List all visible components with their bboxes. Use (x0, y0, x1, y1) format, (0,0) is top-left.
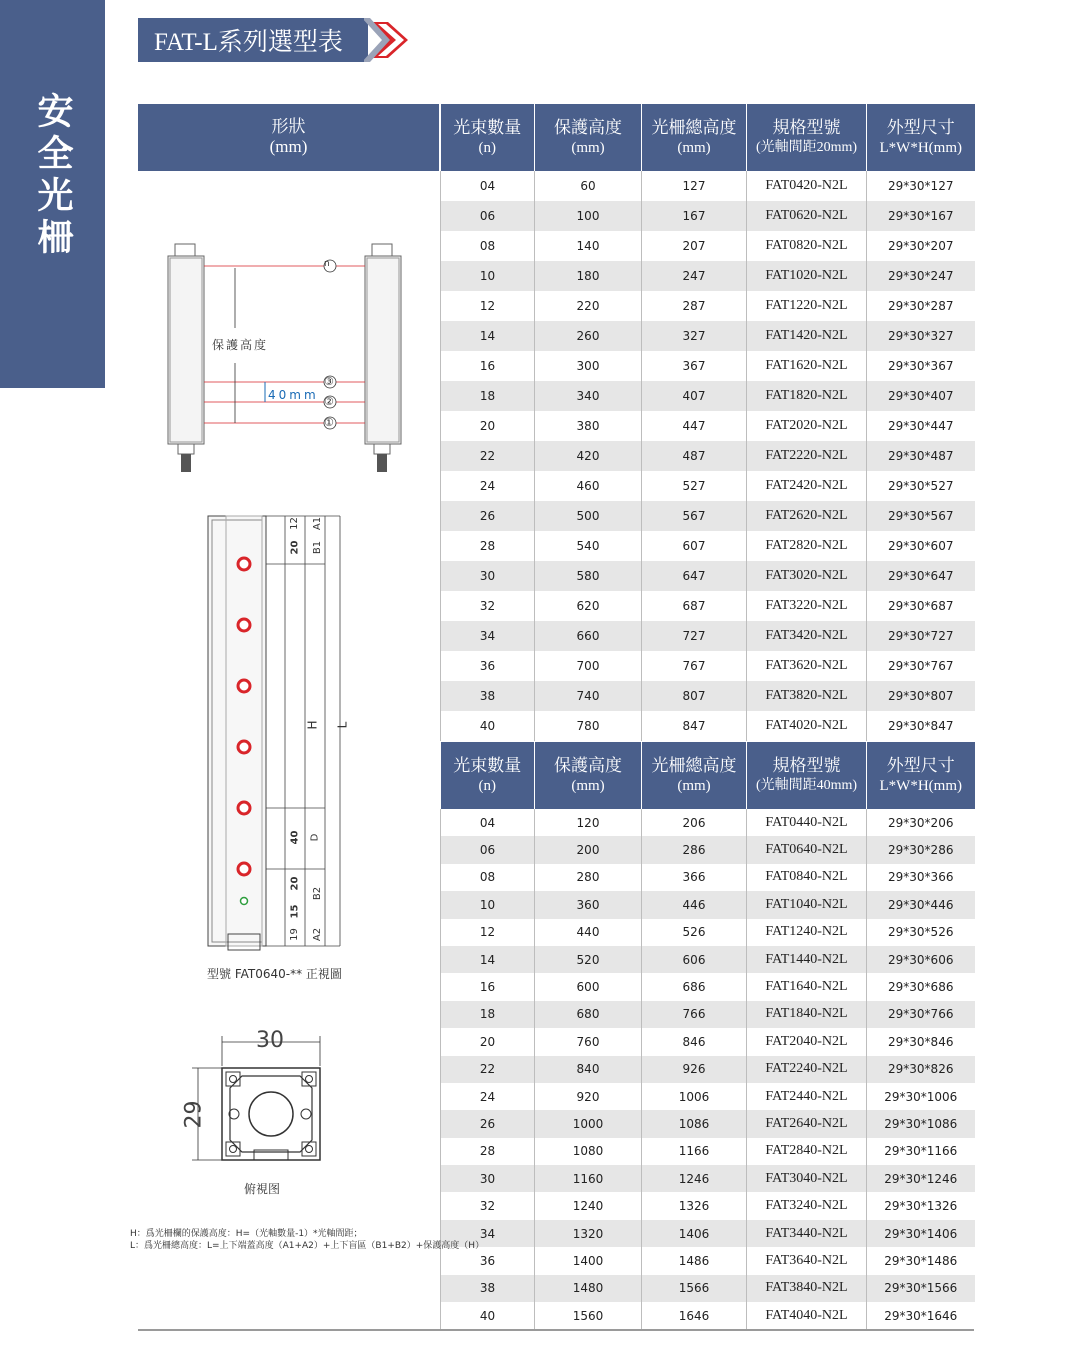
column-header-label: 保護高度 (554, 117, 622, 137)
cell-protect-height: 660 (535, 621, 642, 651)
cell-dimensions: 29*30*207 (867, 231, 975, 261)
cell-protect-height: 1160 (535, 1165, 642, 1192)
cell-model: FAT2840-N2L (747, 1138, 867, 1165)
table-row (441, 919, 975, 946)
cell-total-height: 286 (642, 836, 747, 863)
table-row (441, 1220, 975, 1247)
beam-1-label: ① (324, 416, 334, 429)
cell-dimensions: 29*30*206 (867, 809, 975, 836)
cell-total-height: 847 (642, 711, 747, 741)
table-row (441, 411, 975, 441)
cell-protect-height: 540 (535, 531, 642, 561)
cell-beams: 18 (441, 381, 535, 411)
table-row (441, 531, 975, 561)
cell-total-height: 766 (642, 1001, 747, 1028)
cell-dimensions: 29*30*766 (867, 1001, 975, 1028)
column-header-unit: L*W*H(mm) (879, 777, 962, 794)
column-header-unit: (mm) (677, 777, 711, 794)
shape-header-unit: (mm) (269, 137, 308, 156)
front-view-caption: 型號 FAT0640-** 正視圖 (207, 967, 342, 981)
cell-dimensions: 29*30*1006 (867, 1083, 975, 1110)
cell-beams: 24 (441, 1083, 535, 1110)
cell-protect-height: 740 (535, 681, 642, 711)
dim-A1: A1 (312, 516, 324, 531)
column-header-label: 外型尺寸 (886, 755, 955, 775)
cell-protect-height: 680 (535, 1001, 642, 1028)
cell-model: FAT3620-N2L (747, 651, 867, 681)
table-row (441, 681, 975, 711)
cell-total-height: 567 (642, 501, 747, 531)
dim-L: L (335, 721, 350, 729)
cell-model: FAT1240-N2L (747, 919, 867, 946)
cell-protect-height: 600 (535, 973, 642, 1000)
cell-model: FAT2220-N2L (747, 441, 867, 471)
cell-dimensions: 29*30*526 (867, 919, 975, 946)
table-row (441, 1001, 975, 1028)
cell-protect-height: 620 (535, 591, 642, 621)
cell-total-height: 247 (642, 261, 747, 291)
column-header (441, 742, 535, 809)
cell-total-height: 167 (642, 201, 747, 231)
table-bottom-rule (138, 1329, 974, 1331)
cell-beams: 38 (441, 1275, 535, 1302)
table-row (441, 621, 975, 651)
cell-dimensions: 29*30*487 (867, 441, 975, 471)
cell-dimensions: 29*30*287 (867, 291, 975, 321)
table-row (441, 809, 975, 836)
cell-protect-height: 360 (535, 891, 642, 918)
cell-model: FAT3240-N2L (747, 1192, 867, 1219)
cell-total-height: 447 (642, 411, 747, 441)
cell-model: FAT1820-N2L (747, 381, 867, 411)
cell-total-height: 767 (642, 651, 747, 681)
table-row (441, 864, 975, 891)
cell-protect-height: 140 (535, 231, 642, 261)
cell-beams: 32 (441, 1192, 535, 1219)
pitch-label: 40mm (268, 388, 319, 402)
table-row (441, 561, 975, 591)
cell-beams: 22 (441, 441, 535, 471)
cell-protect-height: 520 (535, 946, 642, 973)
cell-total-height: 1406 (642, 1220, 747, 1247)
cell-beams: 38 (441, 681, 535, 711)
cell-total-height: 846 (642, 1028, 747, 1055)
cell-dimensions: 29*30*727 (867, 621, 975, 651)
cell-model: FAT3020-N2L (747, 561, 867, 591)
cell-model: FAT2440-N2L (747, 1083, 867, 1110)
side-category-label: 安全光柵 (32, 92, 73, 260)
cell-beams: 08 (441, 864, 535, 891)
column-header-label: 光柵總高度 (651, 755, 737, 775)
cell-protect-height: 1240 (535, 1192, 642, 1219)
table-row (441, 291, 975, 321)
cell-dimensions: 29*30*527 (867, 471, 975, 501)
chevron-right-icon (364, 18, 414, 62)
cell-beams: 22 (441, 1056, 535, 1083)
top-view-diagram (178, 1028, 328, 1168)
beam-3-label: ③ (324, 375, 334, 388)
cell-beams: 14 (441, 946, 535, 973)
page-title: FAT-L系列選型表 (138, 18, 368, 62)
cell-model: FAT2820-N2L (747, 531, 867, 561)
cell-protect-height: 380 (535, 411, 642, 441)
cell-model: FAT4040-N2L (747, 1302, 867, 1329)
cell-dimensions: 29*30*567 (867, 501, 975, 531)
cell-beams: 16 (441, 351, 535, 381)
cell-total-height: 487 (642, 441, 747, 471)
cell-dimensions: 29*30*127 (867, 171, 975, 201)
cell-protect-height: 460 (535, 471, 642, 501)
column-header-unit: (mm) (571, 777, 605, 794)
cell-dimensions: 29*30*286 (867, 836, 975, 863)
cell-dimensions: 29*30*327 (867, 321, 975, 351)
cell-model: FAT1620-N2L (747, 351, 867, 381)
table-row (441, 836, 975, 863)
column-header (642, 104, 747, 171)
cell-dimensions: 29*30*1646 (867, 1302, 975, 1329)
column-header-unit: (mm) (677, 139, 711, 156)
top-view-width: 30 (256, 1028, 284, 1053)
cell-beams: 04 (441, 171, 535, 201)
cell-total-height: 686 (642, 973, 747, 1000)
cell-total-height: 526 (642, 919, 747, 946)
column-header-label: 光束數量 (453, 117, 522, 137)
note-l-formula: L：爲光柵總高度：L=上下端蓋高度（A1+A2）+上下盲區（B1+B2）+保護高度（H） (130, 1241, 485, 1251)
selection-table-20mm (440, 104, 975, 741)
cell-total-height: 446 (642, 891, 747, 918)
cell-protect-height: 1400 (535, 1247, 642, 1274)
light-curtain-pair-diagram (150, 238, 410, 478)
cell-model: FAT1640-N2L (747, 973, 867, 1000)
cell-dimensions: 29*30*767 (867, 651, 975, 681)
table-row (441, 351, 975, 381)
cell-protect-height: 580 (535, 561, 642, 591)
cell-total-height: 807 (642, 681, 747, 711)
note-h-formula: H：爲光柵欄的保護高度：H=（光軸數量-1）*光軸間距； (130, 1229, 363, 1239)
cell-beams: 30 (441, 1165, 535, 1192)
cell-protect-height: 840 (535, 1056, 642, 1083)
cell-protect-height: 1560 (535, 1302, 642, 1329)
cell-beams: 10 (441, 261, 535, 291)
cell-beams: 20 (441, 411, 535, 441)
cell-beams: 28 (441, 531, 535, 561)
column-header (867, 742, 975, 809)
cell-total-height: 127 (642, 171, 747, 201)
cell-total-height: 207 (642, 231, 747, 261)
cell-beams: 10 (441, 891, 535, 918)
table-row (441, 591, 975, 621)
cell-total-height: 287 (642, 291, 747, 321)
cell-model: FAT2020-N2L (747, 411, 867, 441)
cell-dimensions: 29*30*647 (867, 561, 975, 591)
cell-total-height: 926 (642, 1056, 747, 1083)
cell-dimensions: 29*30*847 (867, 711, 975, 741)
table-row (441, 1192, 975, 1219)
cell-model: FAT3640-N2L (747, 1247, 867, 1274)
cell-model: FAT3420-N2L (747, 621, 867, 651)
column-header (747, 742, 867, 809)
cell-beams: 14 (441, 321, 535, 351)
cell-model: FAT3440-N2L (747, 1220, 867, 1247)
cell-model: FAT0840-N2L (747, 864, 867, 891)
cell-model: FAT2420-N2L (747, 471, 867, 501)
selection-table-40mm (440, 742, 975, 1329)
column-header-unit: (n) (478, 777, 496, 794)
cell-protect-height: 1080 (535, 1138, 642, 1165)
cell-dimensions: 29*30*686 (867, 973, 975, 1000)
table-row (441, 231, 975, 261)
cell-model: FAT4020-N2L (747, 711, 867, 741)
cell-total-height: 1006 (642, 1083, 747, 1110)
cell-model: FAT0440-N2L (747, 809, 867, 836)
cell-beams: 12 (441, 291, 535, 321)
cell-protect-height: 60 (535, 171, 642, 201)
cell-protect-height: 260 (535, 321, 642, 351)
dim-12: 12 (288, 517, 300, 530)
cell-model: FAT3820-N2L (747, 681, 867, 711)
dim-A2: A2 (312, 927, 324, 942)
shape-header-label: 形狀 (271, 117, 306, 136)
table-row (441, 651, 975, 681)
cell-model: FAT0640-N2L (747, 836, 867, 863)
cell-beams: 28 (441, 1138, 535, 1165)
column-header-unit: L*W*H(mm) (879, 139, 962, 156)
table-row (441, 201, 975, 231)
cell-dimensions: 29*30*607 (867, 531, 975, 561)
cell-beams: 08 (441, 231, 535, 261)
cell-beams: 24 (441, 471, 535, 501)
cell-dimensions: 29*30*447 (867, 411, 975, 441)
column-header-label: 光束數量 (453, 755, 522, 775)
cell-beams: 32 (441, 591, 535, 621)
column-header (867, 104, 975, 171)
column-header-label: 保護高度 (554, 755, 622, 775)
cell-dimensions: 29*30*407 (867, 381, 975, 411)
column-header-label: 光柵總高度 (651, 117, 737, 137)
table-row (441, 711, 975, 741)
cell-protect-height: 280 (535, 864, 642, 891)
cell-model: FAT3220-N2L (747, 591, 867, 621)
cell-model: FAT3840-N2L (747, 1275, 867, 1302)
beam-n-label: n (324, 259, 330, 269)
beam-2-label: ② (324, 395, 334, 408)
table-row (441, 1165, 975, 1192)
table-row (441, 471, 975, 501)
column-header-unit: (mm) (571, 139, 605, 156)
cell-beams: 18 (441, 1001, 535, 1028)
cell-dimensions: 29*30*846 (867, 1028, 975, 1055)
table-row (441, 1083, 975, 1110)
cell-beams: 34 (441, 621, 535, 651)
cell-total-height: 1086 (642, 1110, 747, 1137)
cell-protect-height: 220 (535, 291, 642, 321)
cell-dimensions: 29*30*1406 (867, 1220, 975, 1247)
cell-protect-height: 340 (535, 381, 642, 411)
table-row (441, 973, 975, 1000)
column-header (535, 742, 642, 809)
cell-beams: 36 (441, 651, 535, 681)
column-header-unit: (光軸間距20mm) (755, 139, 858, 155)
cell-protect-height: 100 (535, 201, 642, 231)
dim-H: H (305, 720, 320, 730)
cell-protect-height: 760 (535, 1028, 642, 1055)
cell-beams: 26 (441, 1110, 535, 1137)
column-header-unit: (光軸間距40mm) (755, 777, 858, 793)
cell-beams: 04 (441, 809, 535, 836)
cell-dimensions: 29*30*1486 (867, 1247, 975, 1274)
table-row (441, 1275, 975, 1302)
cell-dimensions: 29*30*1086 (867, 1110, 975, 1137)
column-header-label: 規格型號 (772, 117, 841, 137)
table-row (441, 891, 975, 918)
cell-beams: 20 (441, 1028, 535, 1055)
top-view-caption: 俯視图 (244, 1182, 281, 1196)
column-header (747, 104, 867, 171)
cell-total-height: 607 (642, 531, 747, 561)
cell-beams: 40 (441, 1302, 535, 1329)
cell-protect-height: 700 (535, 651, 642, 681)
cell-beams: 06 (441, 201, 535, 231)
protect-height-label: 保護高度 (212, 338, 269, 352)
table-row (441, 441, 975, 471)
table-row (441, 381, 975, 411)
cell-dimensions: 29*30*167 (867, 201, 975, 231)
cell-protect-height: 200 (535, 836, 642, 863)
cell-protect-height: 1480 (535, 1275, 642, 1302)
cell-protect-height: 300 (535, 351, 642, 381)
cell-total-height: 1646 (642, 1302, 747, 1329)
cell-model: FAT2240-N2L (747, 1056, 867, 1083)
table-row (441, 946, 975, 973)
cell-beams: 26 (441, 501, 535, 531)
cell-total-height: 727 (642, 621, 747, 651)
table-row (441, 261, 975, 291)
cell-total-height: 366 (642, 864, 747, 891)
cell-model: FAT1420-N2L (747, 321, 867, 351)
column-header-label: 外型尺寸 (886, 117, 955, 137)
cell-dimensions: 29*30*1326 (867, 1192, 975, 1219)
cell-dimensions: 29*30*1566 (867, 1275, 975, 1302)
column-header-unit: (n) (478, 139, 496, 156)
cell-dimensions: 29*30*247 (867, 261, 975, 291)
shape-column-header (138, 104, 440, 171)
cell-dimensions: 29*30*807 (867, 681, 975, 711)
dim-15: 15 (289, 904, 301, 919)
dim-20-top: 20 (289, 540, 301, 555)
cell-total-height: 1566 (642, 1275, 747, 1302)
cell-model: FAT0420-N2L (747, 171, 867, 201)
cell-total-height: 527 (642, 471, 747, 501)
cell-total-height: 606 (642, 946, 747, 973)
cell-protect-height: 420 (535, 441, 642, 471)
table-row (441, 1056, 975, 1083)
cell-protect-height: 120 (535, 809, 642, 836)
table-row (441, 1138, 975, 1165)
table-row (441, 1110, 975, 1137)
cell-beams: 40 (441, 711, 535, 741)
side-category-tab (0, 0, 105, 388)
cell-model: FAT2620-N2L (747, 501, 867, 531)
dim-40: 40 (289, 830, 301, 845)
cell-model: FAT2040-N2L (747, 1028, 867, 1055)
table-row (441, 1247, 975, 1274)
dim-D: D (309, 833, 321, 842)
cell-dimensions: 29*30*367 (867, 351, 975, 381)
cell-total-height: 1326 (642, 1192, 747, 1219)
cell-model: FAT1040-N2L (747, 891, 867, 918)
cell-model: FAT3040-N2L (747, 1165, 867, 1192)
cell-beams: 36 (441, 1247, 535, 1274)
cell-beams: 34 (441, 1220, 535, 1247)
column-header (441, 104, 535, 171)
cell-protect-height: 1320 (535, 1220, 642, 1247)
cell-dimensions: 29*30*826 (867, 1056, 975, 1083)
cell-model: FAT1220-N2L (747, 291, 867, 321)
cell-total-height: 327 (642, 321, 747, 351)
cell-beams: 16 (441, 973, 535, 1000)
cell-model: FAT1440-N2L (747, 946, 867, 973)
cell-protect-height: 440 (535, 919, 642, 946)
top-view-depth: 29 (181, 1100, 207, 1129)
cell-total-height: 647 (642, 561, 747, 591)
cell-protect-height: 180 (535, 261, 642, 291)
column-header-label: 規格型號 (772, 755, 841, 775)
cell-dimensions: 29*30*446 (867, 891, 975, 918)
cell-total-height: 206 (642, 809, 747, 836)
cell-beams: 30 (441, 561, 535, 591)
cell-total-height: 407 (642, 381, 747, 411)
table-row (441, 1302, 975, 1329)
cell-total-height: 1246 (642, 1165, 747, 1192)
cell-beams: 06 (441, 836, 535, 863)
cell-beams: 12 (441, 919, 535, 946)
cell-protect-height: 780 (535, 711, 642, 741)
dim-B1: B1 (312, 540, 324, 555)
cell-model: FAT2640-N2L (747, 1110, 867, 1137)
cell-dimensions: 29*30*1246 (867, 1165, 975, 1192)
cell-protect-height: 920 (535, 1083, 642, 1110)
front-view-diagram (200, 510, 360, 960)
cell-total-height: 367 (642, 351, 747, 381)
cell-total-height: 1486 (642, 1247, 747, 1274)
cell-dimensions: 29*30*606 (867, 946, 975, 973)
table-row (441, 501, 975, 531)
cell-model: FAT1840-N2L (747, 1001, 867, 1028)
cell-model: FAT0820-N2L (747, 231, 867, 261)
cell-protect-height: 1000 (535, 1110, 642, 1137)
dim-20-bottom: 20 (289, 876, 301, 891)
cell-model: FAT1020-N2L (747, 261, 867, 291)
column-header (642, 742, 747, 809)
cell-model: FAT0620-N2L (747, 201, 867, 231)
table-row (441, 1028, 975, 1055)
table-row (441, 321, 975, 351)
dim-19: 19 (288, 928, 300, 941)
cell-dimensions: 29*30*687 (867, 591, 975, 621)
cell-dimensions: 29*30*1166 (867, 1138, 975, 1165)
dim-B2: B2 (312, 886, 324, 901)
cell-total-height: 687 (642, 591, 747, 621)
cell-protect-height: 500 (535, 501, 642, 531)
cell-dimensions: 29*30*366 (867, 864, 975, 891)
table-row (441, 171, 975, 201)
cell-total-height: 1166 (642, 1138, 747, 1165)
column-header (535, 104, 642, 171)
